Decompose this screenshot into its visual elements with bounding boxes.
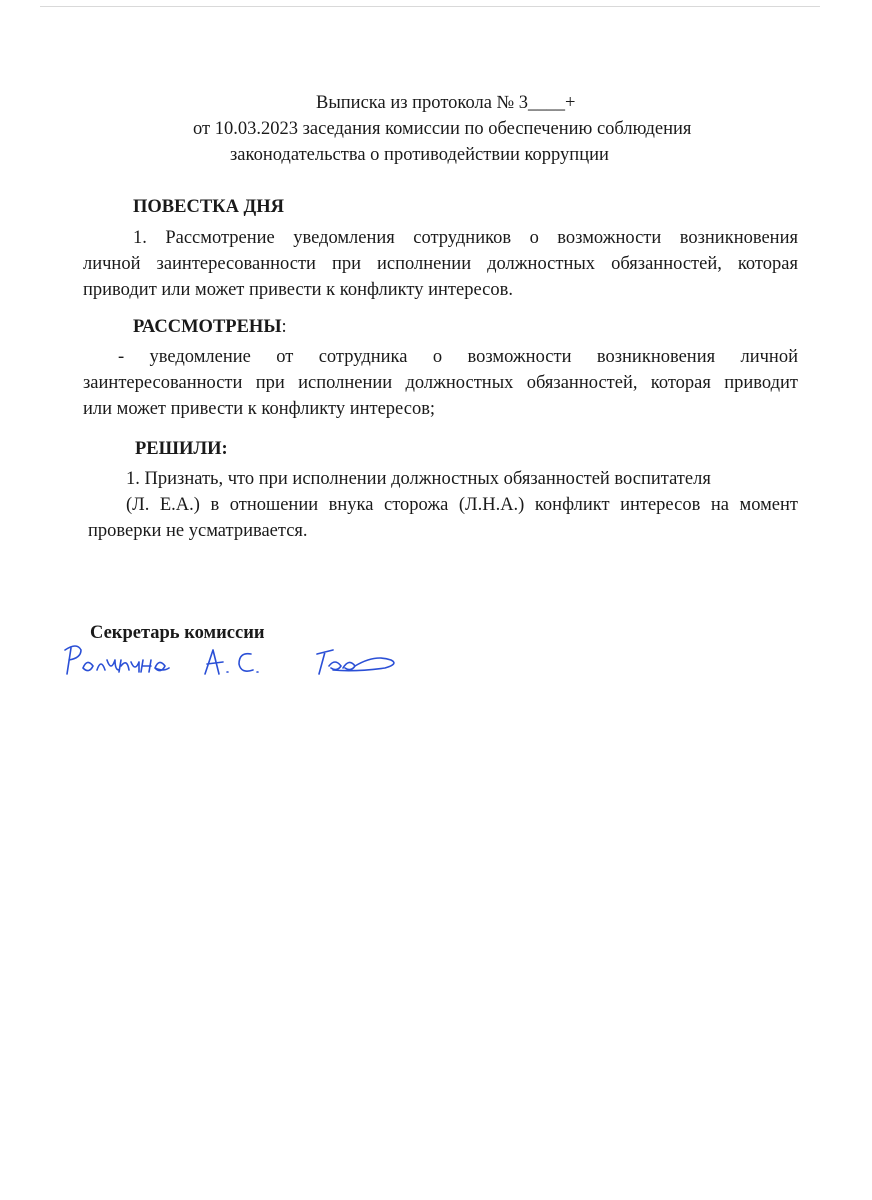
- considered-heading-text: РАССМОТРЕНЫ: [133, 317, 282, 337]
- page-top-edge: [40, 6, 820, 7]
- document-subtitle-line1: от 10.03.2023 заседания комиссии по обеспечению соблюдения: [193, 119, 692, 139]
- considered-text-line1: - уведомление от сотрудника о возможности возникновения личной: [118, 347, 798, 367]
- considered-heading: [133, 316, 287, 338]
- signature-strokes: [65, 646, 394, 674]
- secretary-label: Секретарь комиссии: [90, 623, 265, 643]
- signature-ink: [55, 636, 415, 686]
- considered-text-line3: или может привести к конфликту интересов;: [83, 399, 436, 419]
- document-title: Выписка из протокола № 3____+: [316, 93, 576, 113]
- decided-text-line1: 1. Признать, что при исполнении должностных обязанностей воспитателя: [126, 469, 711, 489]
- agenda-text-line2: личной заинтересованности при исполнении должностных обязанностей, которая: [83, 254, 798, 274]
- handwritten-signature: [55, 636, 415, 686]
- agenda-text-line1: 1. Рассмотрение уведомления сотрудников о возможности возникновения: [133, 228, 798, 248]
- agenda-heading: ПОВЕСТКА ДНЯ: [133, 197, 285, 217]
- agenda-text-line3: приводит или может привести к конфликту интересов.: [83, 280, 513, 300]
- document-subtitle-line2: законодательства о противодействии коррупции: [230, 145, 609, 165]
- considered-heading-colon: :: [281, 317, 287, 337]
- decided-heading: РЕШИЛИ:: [135, 439, 228, 459]
- decided-text-line3: проверки не усматривается.: [88, 521, 308, 541]
- decided-text-line2: (Л. Е.А.) в отношении внука сторожа (Л.Н.А.) конфликт интересов на момент: [126, 495, 798, 515]
- considered-text-line2: заинтересованности при исполнении должностных обязанностей, которая приводит: [83, 373, 798, 393]
